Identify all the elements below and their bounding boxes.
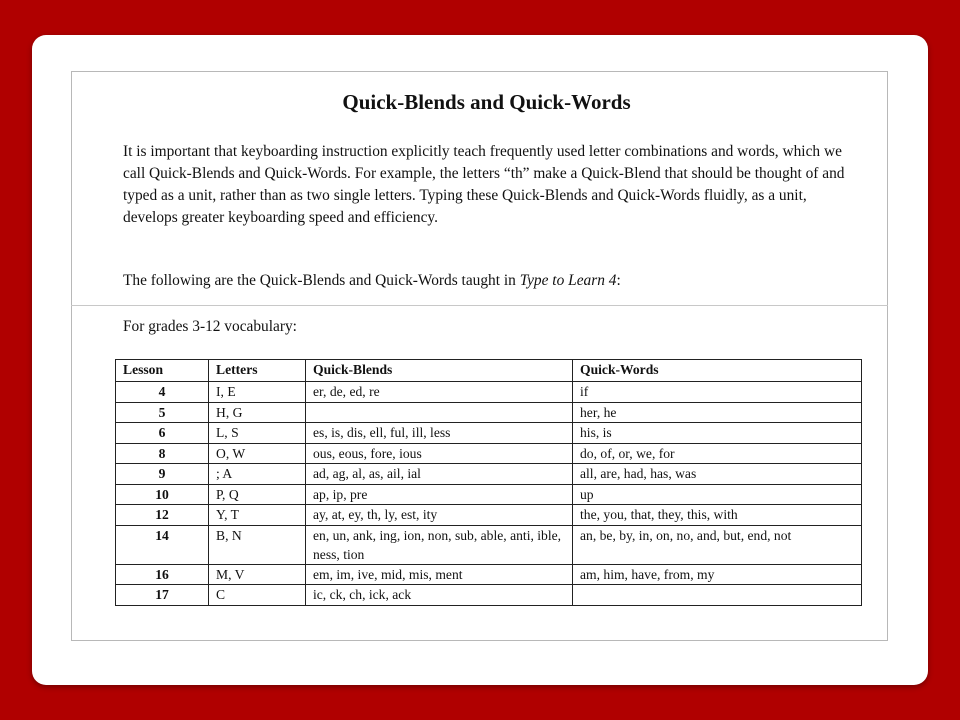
letters-cell: M, V [209, 564, 306, 585]
quick-blends-cell [306, 402, 573, 423]
grades-label: For grades 3-12 vocabulary: [123, 318, 297, 335]
header-quick-blends: Quick-Blends [306, 360, 573, 382]
product-title: Type to Learn 4 [519, 272, 617, 289]
letters-cell: O, W [209, 443, 306, 464]
lead-text: The following are the Quick-Blends and Quick-Words taught in [123, 272, 520, 289]
lead-colon: : [616, 272, 621, 289]
lesson-cell: 10 [116, 484, 209, 505]
quick-words-cell: all, are, had, has, was [573, 464, 862, 485]
letters-cell: P, Q [209, 484, 306, 505]
table-row [116, 505, 862, 526]
lesson-cell: 9 [116, 464, 209, 485]
quick-blends-cell: ap, ip, pre [306, 484, 573, 505]
quick-words-cell: an, be, by, in, on, no, and, but, end, not [573, 525, 862, 564]
table-row [116, 564, 862, 585]
quick-blends-cell: en, un, ank, ing, ion, non, sub, able, anti, ible, ness, tion [306, 525, 573, 564]
header-letters: Letters [209, 360, 306, 382]
document-title: Quick-Blends and Quick-Words [342, 90, 631, 114]
quick-words-cell: am, him, have, from, my [573, 564, 862, 585]
quick-blends-cell: ic, ck, ch, ick, ack [306, 585, 573, 606]
lesson-cell: 5 [116, 402, 209, 423]
letters-cell: Y, T [209, 505, 306, 526]
lead-paragraph [123, 270, 853, 292]
lesson-cell: 12 [116, 505, 209, 526]
table-row [116, 525, 862, 564]
lesson-cell: 6 [116, 423, 209, 444]
quick-blends-cell: ous, eous, fore, ious [306, 443, 573, 464]
quick-words-cell: her, he [573, 402, 862, 423]
table-row [116, 585, 862, 606]
quick-words-cell [573, 585, 862, 606]
quick-blends-cell: ad, ag, al, as, ail, ial [306, 464, 573, 485]
header-lesson: Lesson [116, 360, 209, 382]
table-header-row [116, 360, 862, 382]
quick-blends-cell: em, im, ive, mid, mis, ment [306, 564, 573, 585]
quick-words-cell: up [573, 484, 862, 505]
letters-cell: L, S [209, 423, 306, 444]
lesson-cell: 14 [116, 525, 209, 564]
quick-words-cell: the, you, that, they, this, with [573, 505, 862, 526]
table-row [116, 464, 862, 485]
letters-cell: ; A [209, 464, 306, 485]
quick-words-cell: if [573, 382, 862, 403]
table-row [116, 402, 862, 423]
table-row [116, 423, 862, 444]
letters-cell: B, N [209, 525, 306, 564]
letters-cell: I, E [209, 382, 306, 403]
lesson-cell: 8 [116, 443, 209, 464]
lesson-cell: 16 [116, 564, 209, 585]
quick-words-cell: his, is [573, 423, 862, 444]
quick-blends-cell: es, is, dis, ell, ful, ill, less [306, 423, 573, 444]
document-divider [71, 305, 888, 306]
quick-blends-cell: er, de, ed, re [306, 382, 573, 403]
intro-paragraph: It is important that keyboarding instruction explicitly teach frequently used letter combinations and words, which we call Quick-Blends and Quick-Words. For example, the letters “th” make a Quick-Blend that should be thought of and typed as a unit, rather than as two single letters. Typing these Quick-Blends and Quick-Words fluidly, as a unit, develops greater keyboarding speed and efficiency. [123, 143, 845, 226]
table-row [116, 484, 862, 505]
lesson-cell: 4 [116, 382, 209, 403]
letters-cell: H, G [209, 402, 306, 423]
lesson-cell: 17 [116, 585, 209, 606]
letters-cell: C [209, 585, 306, 606]
header-quick-words: Quick-Words [573, 360, 862, 382]
quick-blends-cell: ay, at, ey, th, ly, est, ity [306, 505, 573, 526]
quick-blends-table [115, 359, 862, 606]
table-row [116, 382, 862, 403]
table-row [116, 443, 862, 464]
quick-words-cell: do, of, or, we, for [573, 443, 862, 464]
